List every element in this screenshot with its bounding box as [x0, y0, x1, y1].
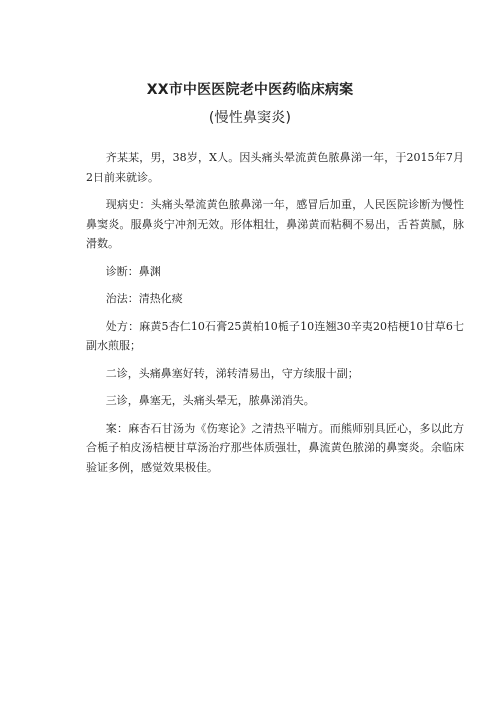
paragraph-patient-info: 齐某某，男，38岁，X人。因头痛头晕流黄色脓鼻涕一年，于2015年7月2日前来就诊。: [86, 151, 464, 184]
document-body: [86, 148, 464, 485]
paragraph-third-visit: 三诊，鼻塞无，头痛头晕无，脓鼻涕消失。: [105, 394, 315, 407]
document-subtitle: (慢性鼻窦炎): [208, 110, 292, 126]
paragraph-diagnosis: 诊断：鼻渊: [105, 264, 161, 278]
paragraph-history: 现病史：头痛头晕流黄色脓鼻涕一年，感冒后加重，人民医院诊断为慢性鼻窦炎。服鼻炎宁冲剂无效。形体粗壮，鼻涕黄而粘稠不易出，舌苔黄腻，脉滑数。: [86, 198, 464, 250]
document-title: XX市中医医院老中医药临床病案: [146, 82, 354, 98]
paragraph-second-visit: 二诊，头痛鼻塞好转，涕转清易出，守方续服十副；: [105, 366, 359, 380]
paragraph-case-note: 案：麻杏石甘汤为《伤寒论》之清热平喘方。而熊师别具匠心，多以此方合栀子柏皮汤桔梗甘草汤治疗那些体质强壮，鼻流黄色脓涕的鼻窦炎。余临床验证多例，感觉效果极佳。: [86, 421, 464, 474]
paragraph-prescription: 处方：麻黄5杏仁10石膏25黄柏10栀子10连翘30辛夷20桔梗10甘草6七副水煎服；: [86, 319, 464, 352]
paragraph-treatment-method: 治法：清热化痰: [105, 292, 183, 305]
